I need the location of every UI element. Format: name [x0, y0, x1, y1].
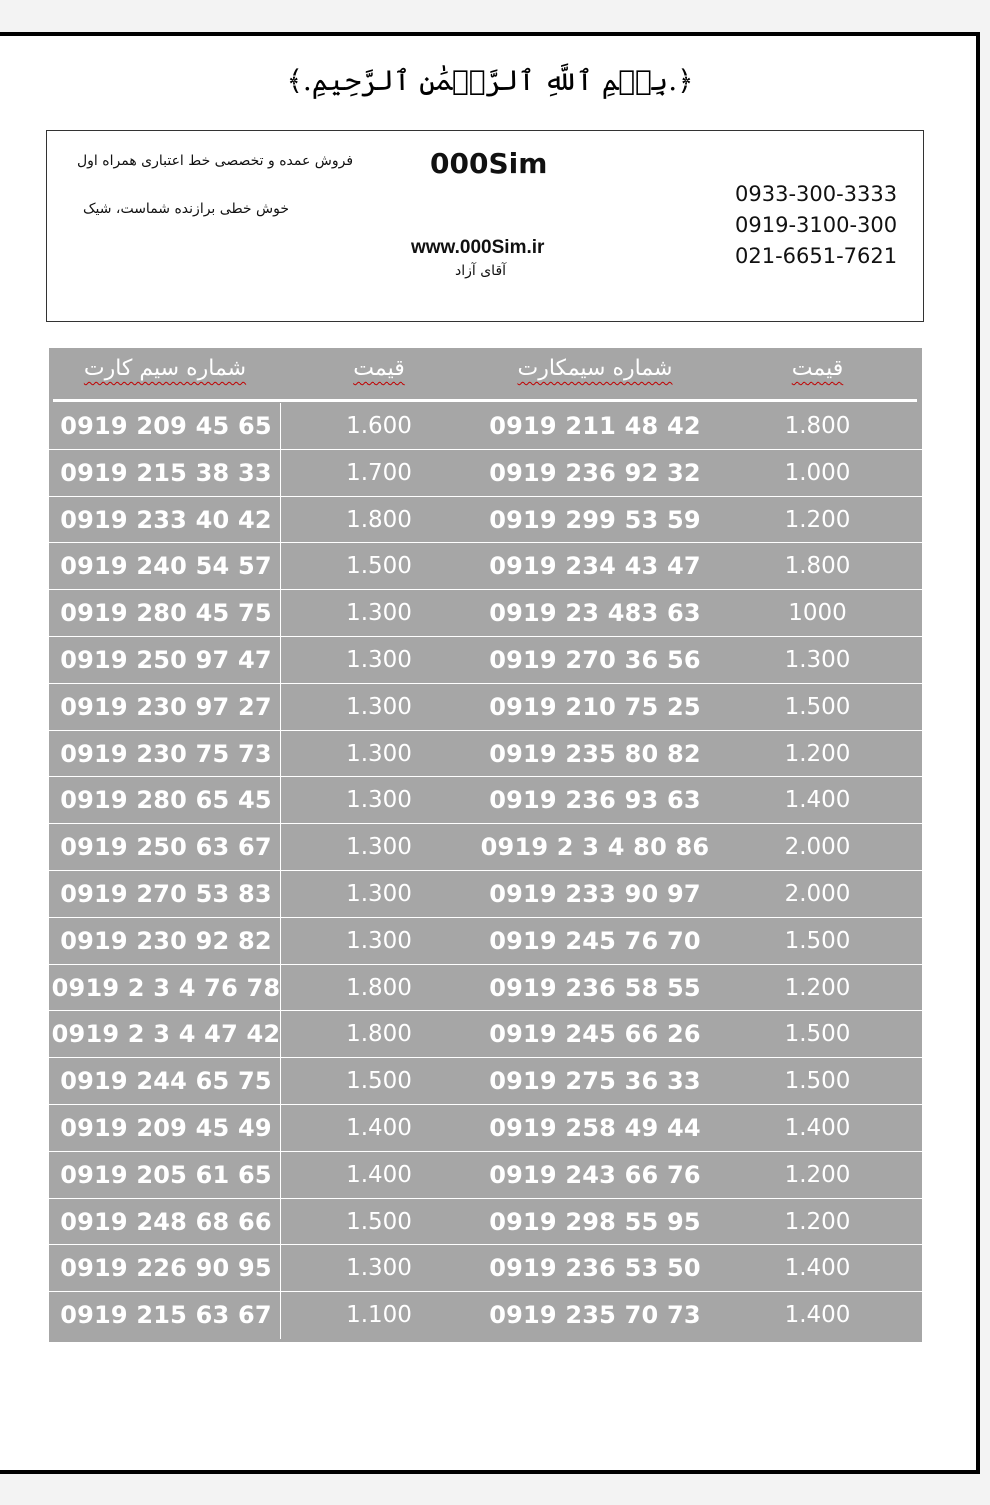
price-cell: 1.400 — [784, 787, 851, 814]
price-cell: 1.200 — [784, 1161, 851, 1188]
table-row — [49, 824, 922, 871]
sim-number-cell: 0919 210 75 25 — [489, 692, 701, 721]
header-price-2: قیمت — [791, 356, 844, 381]
sim-price-table — [49, 348, 922, 1342]
price-cell: 1.300 — [346, 834, 412, 861]
sim-number-cell: 0919 236 93 63 — [489, 786, 701, 815]
price-cell: 1.500 — [346, 553, 412, 580]
sim-number-cell: 0919 240 54 57 — [60, 552, 272, 581]
sim-number-cell: 0919 244 65 75 — [60, 1067, 272, 1096]
sim-number-cell: 0919 23 483 63 — [489, 599, 701, 628]
price-cell: 1.300 — [346, 600, 412, 627]
sim-number-cell: 0919 270 36 56 — [489, 645, 701, 674]
table-header — [49, 348, 922, 400]
table-row — [49, 450, 922, 497]
table-row — [49, 1105, 922, 1152]
price-cell: 1.500 — [784, 1021, 851, 1048]
price-cell: 1.100 — [346, 1302, 412, 1329]
table-row — [49, 684, 922, 731]
table-row — [49, 1292, 922, 1339]
price-cell: 1.800 — [346, 506, 412, 533]
sim-number-cell: 0919 235 70 73 — [489, 1301, 701, 1330]
document-page — [0, 32, 980, 1474]
price-cell: 1.700 — [346, 459, 412, 486]
price-cell: 1.500 — [784, 1068, 851, 1095]
sim-number-cell: 0919 205 61 65 — [60, 1160, 272, 1189]
header-price-1: قیمت — [353, 356, 405, 381]
sim-number-cell: 0919 250 63 67 — [60, 833, 272, 862]
table-row — [49, 777, 922, 824]
sim-number-cell: 0919 298 55 95 — [489, 1207, 701, 1236]
price-cell: 1.300 — [346, 787, 412, 814]
header-sim-number-1: شماره سیم کارت — [83, 356, 247, 381]
price-cell: 1.400 — [346, 1161, 412, 1188]
table-row — [49, 1152, 922, 1199]
brand-name: 000Sim — [430, 147, 548, 180]
price-cell: 1.800 — [346, 1021, 412, 1048]
sim-number-cell: 0919 245 76 70 — [489, 926, 701, 955]
phone-number: 021-6651-7621 — [735, 244, 898, 268]
price-cell: 2.000 — [784, 880, 851, 907]
price-cell: 1.300 — [346, 740, 412, 767]
sim-number-cell: 0919 235 80 82 — [489, 739, 701, 768]
price-cell: 1.400 — [784, 1114, 851, 1141]
price-cell: 1.300 — [346, 927, 412, 954]
price-cell: 1.400 — [346, 1114, 412, 1141]
sim-number-cell: 0919 2 3 4 47 42 — [51, 1020, 281, 1049]
price-cell: 1.500 — [784, 927, 851, 954]
sim-number-cell: 0919 209 45 49 — [60, 1113, 272, 1142]
price-cell: 1.200 — [784, 740, 851, 767]
price-cell: 1.400 — [784, 1255, 851, 1282]
sim-number-cell: 0919 250 97 47 — [60, 645, 272, 674]
sim-number-cell: 0919 236 92 32 — [489, 458, 701, 487]
table-row — [49, 965, 922, 1012]
price-cell: 1.600 — [346, 413, 412, 439]
header-box — [46, 130, 924, 322]
price-cell: 1000 — [788, 600, 847, 627]
table-row — [49, 871, 922, 918]
sim-number-cell: 0919 230 92 82 — [60, 926, 272, 955]
sim-number-cell: 0919 215 63 67 — [60, 1301, 272, 1330]
sim-number-cell: 0919 2 3 4 76 78 — [51, 973, 281, 1002]
sim-number-cell: 0919 215 38 33 — [60, 458, 272, 487]
price-cell: 1.300 — [346, 880, 412, 907]
price-cell: 1.300 — [346, 693, 412, 720]
sim-number-cell: 0919 258 49 44 — [489, 1113, 701, 1142]
description-line-1: فروش عمده و تخصصی خط اعتباری همراه اول — [77, 153, 354, 169]
price-cell: 1.500 — [784, 693, 851, 720]
header-divider — [53, 399, 917, 402]
sim-number-cell: 0919 280 45 75 — [60, 599, 272, 628]
price-cell: 1.200 — [784, 1208, 851, 1235]
sim-number-cell: 0919 233 90 97 — [489, 879, 701, 908]
sim-number-cell: 0919 233 40 42 — [60, 505, 272, 534]
price-cell: 1.000 — [784, 459, 851, 486]
phone-list — [735, 179, 897, 272]
sim-number-cell: 0919 280 65 45 — [60, 786, 272, 815]
description-line-2: خوش خطی برازنده شماست، شیک — [83, 201, 290, 217]
sim-number-cell: 0919 209 45 65 — [60, 412, 272, 440]
website-link[interactable]: www.000Sim.ir — [411, 237, 545, 258]
sim-number-cell: 0919 270 53 83 — [60, 879, 272, 908]
price-cell: 1.200 — [784, 974, 851, 1001]
table-row — [49, 1245, 922, 1292]
price-cell: 1.500 — [346, 1068, 412, 1095]
price-cell: 1.300 — [346, 1255, 412, 1282]
contact-name: آقای آزاد — [455, 263, 507, 279]
sim-number-cell: 0919 299 53 59 — [489, 505, 701, 534]
sim-number-cell: 0919 230 97 27 — [60, 692, 272, 721]
price-cell: 1.200 — [784, 506, 851, 533]
sim-number-cell: 0919 234 43 47 — [489, 552, 701, 581]
sim-number-cell: 0919 245 66 26 — [489, 1020, 701, 1049]
table-row — [49, 918, 922, 965]
price-cell: 1.800 — [784, 413, 851, 439]
price-cell: 1.400 — [784, 1302, 851, 1329]
table-row — [49, 1058, 922, 1105]
sim-number-cell: 0919 275 36 33 — [489, 1067, 701, 1096]
price-cell: 2.000 — [784, 834, 851, 861]
price-cell: 1.500 — [346, 1208, 412, 1235]
table-row — [49, 543, 922, 590]
table-row — [49, 1011, 922, 1058]
phone-number: 0919-3100-300 — [735, 213, 898, 237]
price-cell: 1.300 — [784, 646, 851, 673]
sim-number-cell: 0919 236 58 55 — [489, 973, 701, 1002]
table-row — [49, 590, 922, 637]
sim-number-cell: 0919 2 3 4 80 86 — [480, 833, 710, 862]
table-row — [49, 403, 922, 450]
sim-number-cell: 0919 236 53 50 — [489, 1254, 701, 1283]
price-cell: 1.800 — [784, 553, 851, 580]
sim-number-cell: 0919 226 90 95 — [60, 1254, 272, 1283]
header-sim-number-2: شماره سیمکارت — [517, 356, 673, 381]
sim-number-cell: 0919 230 75 73 — [60, 739, 272, 768]
bismillah-heading: ﴿.بِسۡمِ ٱللَّهِ ٱلرَّحۡمَٰنِ ٱلرَّحِيمِ.﴾ — [286, 64, 694, 97]
table-row — [49, 637, 922, 684]
price-cell: 1.300 — [346, 646, 412, 673]
sim-number-cell: 0919 248 68 66 — [60, 1207, 272, 1236]
sim-number-cell: 0919 243 66 76 — [489, 1160, 701, 1189]
table-body — [49, 403, 922, 1339]
phone-number: 0933-300-3333 — [735, 182, 898, 206]
sim-number-cell: 0919 211 48 42 — [489, 412, 701, 440]
table-row — [49, 731, 922, 778]
table-row — [49, 1199, 922, 1246]
price-cell: 1.800 — [346, 974, 412, 1001]
table-row — [49, 497, 922, 544]
